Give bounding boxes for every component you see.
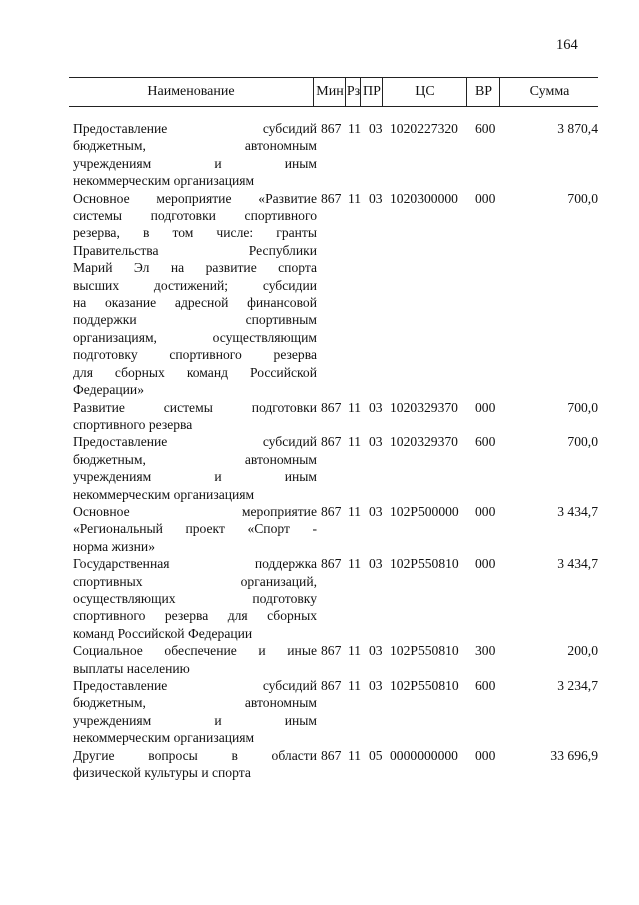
cell-sum: 700,0 xyxy=(567,434,598,450)
table-row xyxy=(73,399,598,434)
row-name-line: Предоставление субсидий xyxy=(73,121,317,136)
header-min: Мин xyxy=(313,78,346,106)
table-row xyxy=(73,503,598,555)
row-name-line: норма жизни» xyxy=(73,538,155,554)
cell-vr: 600 xyxy=(475,678,496,693)
cell-sum: 3 434,7 xyxy=(557,503,598,519)
row-name xyxy=(73,433,317,503)
row-name-line: бюджетным, автономным xyxy=(73,451,317,467)
table-row xyxy=(73,677,598,747)
cell-pr: 03 xyxy=(369,556,383,572)
row-name-line: команд Российской Федерации xyxy=(73,625,253,641)
row-name-line: Основное мероприятие «Развитие xyxy=(73,190,317,206)
row-name-line: Другие вопросы в области xyxy=(73,747,317,763)
row-name-line: спортивного резерва для сборных xyxy=(73,608,317,624)
cell-rz: 11 xyxy=(348,678,362,693)
cell-pr: 03 xyxy=(369,190,383,206)
header-vr: ВР xyxy=(466,78,500,106)
cell-vr: 600 xyxy=(475,121,496,136)
cell-vr: 000 xyxy=(475,747,496,763)
cell-min: 867 xyxy=(321,643,342,659)
row-name-line: Основное мероприятие xyxy=(73,503,317,519)
row-name-line: Развитие системы подготовки xyxy=(73,399,317,415)
cell-rz: 11 xyxy=(348,556,362,572)
cell-rz: 11 xyxy=(348,643,362,659)
cell-sum: 200,0 xyxy=(567,643,598,659)
cell-sum: 3 234,7 xyxy=(557,678,598,693)
row-name-line: системы подготовки спортивного xyxy=(73,208,317,224)
cell-min: 867 xyxy=(321,678,342,693)
header-sum: Сумма xyxy=(499,78,599,106)
row-name-line: некоммерческим организациям xyxy=(73,486,255,502)
row-name xyxy=(73,555,317,642)
row-name-line: учреждениям и иным xyxy=(73,155,317,171)
cell-vr: 000 xyxy=(475,503,496,519)
cell-cs: 102P550810 xyxy=(390,678,459,693)
table-row xyxy=(73,190,598,399)
row-name xyxy=(73,642,317,677)
cell-vr: 000 xyxy=(475,399,496,415)
row-name xyxy=(73,399,317,434)
cell-cs: 1020227320 xyxy=(390,121,458,136)
cell-rz: 11 xyxy=(348,121,362,136)
row-name-line: Марий Эл на развитие спорта xyxy=(73,260,317,276)
cell-min: 867 xyxy=(321,556,342,572)
cell-min: 867 xyxy=(321,503,342,519)
cell-pr: 03 xyxy=(369,399,383,415)
cell-vr: 300 xyxy=(475,643,496,659)
cell-rz: 11 xyxy=(348,434,362,450)
cell-cs: 1020300000 xyxy=(390,190,458,206)
row-name-line: спортивных организаций, xyxy=(73,573,317,589)
table-row xyxy=(73,642,598,677)
row-name-line: высших достижений; субсидии xyxy=(73,277,317,293)
cell-sum: 700,0 xyxy=(567,399,598,415)
row-name-line: подготовку спортивного резерва xyxy=(73,347,317,363)
row-name-line: некоммерческим организациям xyxy=(73,730,255,746)
cell-cs: 0000000000 xyxy=(390,747,458,763)
table-row xyxy=(73,433,598,503)
row-name-line: учреждениям и иным xyxy=(73,712,317,728)
row-name-line: спортивного резерва xyxy=(73,416,193,432)
row-name xyxy=(73,120,317,190)
cell-min: 867 xyxy=(321,121,342,136)
row-name-line: физической культуры и спорта xyxy=(73,765,251,781)
cell-min: 867 xyxy=(321,190,342,206)
row-name-line: Федерации» xyxy=(73,382,144,398)
cell-cs: 1020329370 xyxy=(390,434,458,450)
cell-cs: 1020329370 xyxy=(390,399,458,415)
cell-vr: 000 xyxy=(475,190,496,206)
row-name-line: поддержки спортивным xyxy=(73,312,317,328)
cell-sum: 3 870,4 xyxy=(557,121,598,136)
row-name-line: Государственная поддержка xyxy=(73,556,317,572)
row-name-line: Правительства Республики xyxy=(73,242,317,258)
cell-vr: 000 xyxy=(475,556,496,572)
cell-pr: 03 xyxy=(369,434,383,450)
header-pr: ПР xyxy=(360,78,383,106)
header-name: Наименование xyxy=(147,84,235,99)
cell-sum: 33 696,9 xyxy=(550,747,598,763)
page-number: 164 xyxy=(556,37,578,53)
row-name-line: «Региональный проект «Спорт - xyxy=(73,521,317,537)
cell-min: 867 xyxy=(321,399,342,415)
row-name-line: учреждениям и иным xyxy=(73,469,317,485)
cell-pr: 03 xyxy=(369,643,383,659)
cell-min: 867 xyxy=(321,747,342,763)
row-name-line: бюджетным, автономным xyxy=(73,138,317,154)
row-name-line: Социальное обеспечение и иные xyxy=(73,643,317,659)
cell-cs: 102P500000 xyxy=(390,503,459,519)
cell-pr: 03 xyxy=(369,678,383,693)
row-name-line: для сборных команд Российской xyxy=(73,364,317,380)
row-name xyxy=(73,677,317,747)
cell-sum: 3 434,7 xyxy=(557,556,598,572)
table-row xyxy=(73,120,598,190)
row-name-line: осуществляющих подготовку xyxy=(73,590,317,606)
cell-min: 867 xyxy=(321,434,342,450)
table-body xyxy=(73,120,598,781)
row-name-line: на оказание адресной финансовой xyxy=(73,295,317,311)
row-name-line: резерва, в том числе: гранты xyxy=(73,225,317,241)
cell-rz: 11 xyxy=(348,503,362,519)
cell-pr: 03 xyxy=(369,121,383,136)
cell-pr: 03 xyxy=(369,503,383,519)
row-name-line: Предоставление субсидий xyxy=(73,434,317,450)
row-name-line: выплаты населению xyxy=(73,660,190,676)
cell-rz: 11 xyxy=(348,399,362,415)
row-name-line: некоммерческим организациям xyxy=(73,173,255,189)
cell-cs: 102P550810 xyxy=(390,643,459,659)
table-row xyxy=(73,747,598,782)
cell-vr: 600 xyxy=(475,434,496,450)
row-name-line: организациям, осуществляющим xyxy=(73,329,317,345)
cell-sum: 700,0 xyxy=(567,190,598,206)
row-name-line: Предоставление субсидий xyxy=(73,678,317,693)
cell-rz: 11 xyxy=(348,190,362,206)
cell-pr: 05 xyxy=(369,747,383,763)
row-name xyxy=(73,503,317,555)
table-header xyxy=(69,77,598,107)
cell-rz: 11 xyxy=(348,747,362,763)
cell-cs: 102P550810 xyxy=(390,556,459,572)
table-row xyxy=(73,555,598,642)
row-name xyxy=(73,190,317,399)
header-cs: ЦС xyxy=(382,78,467,106)
header-rz: Рз xyxy=(345,78,361,106)
row-name xyxy=(73,747,317,782)
row-name-line: бюджетным, автономным xyxy=(73,695,317,711)
